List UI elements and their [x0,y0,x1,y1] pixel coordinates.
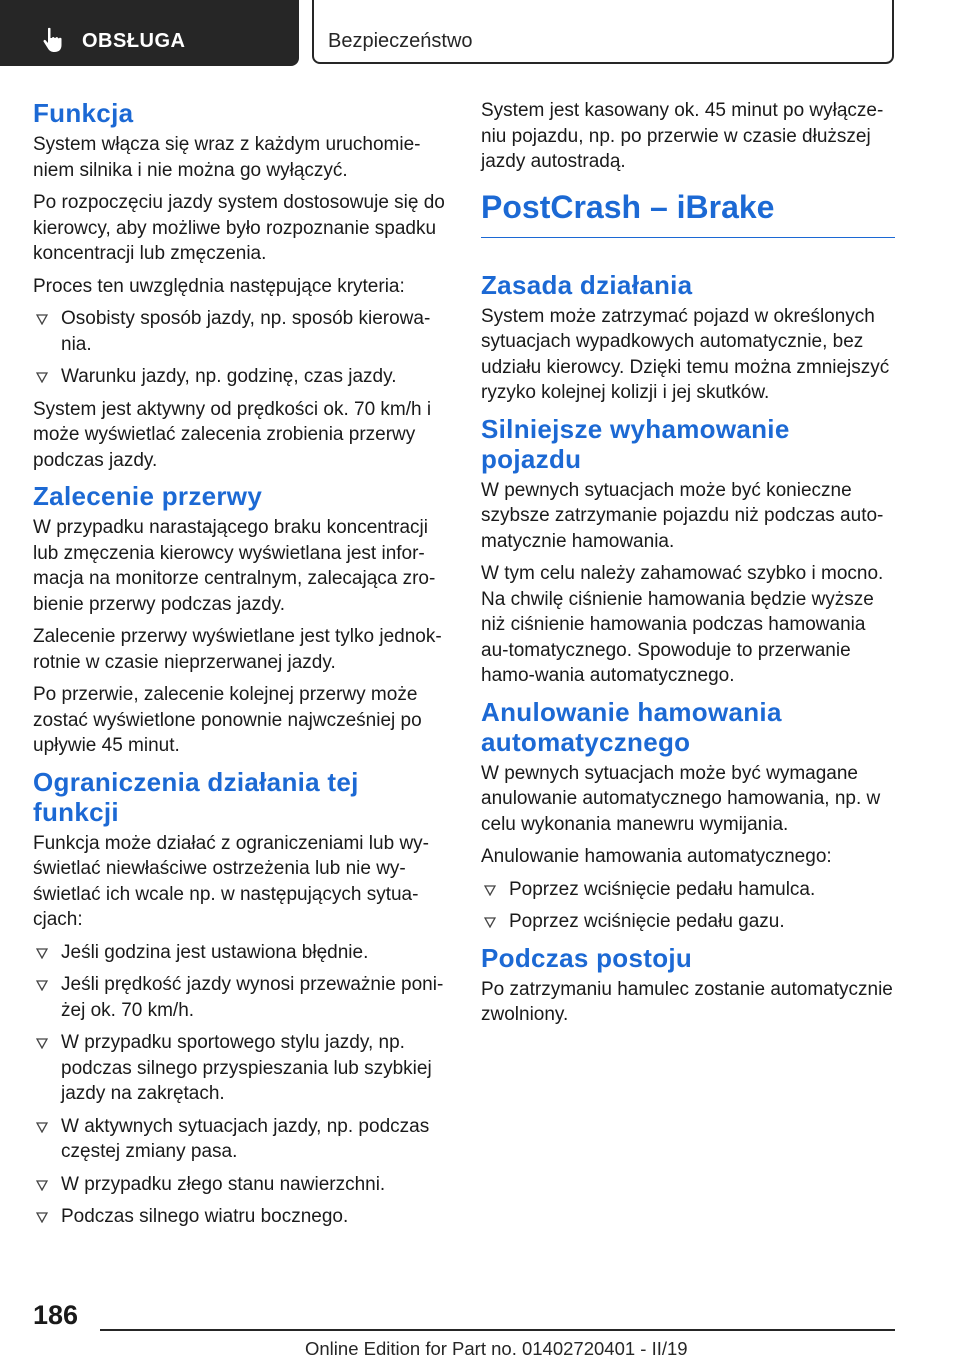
header-chapter-tab [312,0,894,64]
header-section-title: OBSŁUGA [82,30,186,52]
triangle-bullet-icon [36,372,48,383]
paragraph: W pewnych sytuacjach może być konieczne szybsze zatrzymanie pojazdu niż podczas auto-matycznie hamowania. [481,479,884,552]
list-item-text: Jeśli prędkość jazdy wynosi przeważnie poni-żej ok. 70 km/h. [61,974,444,1021]
cancel-list [481,877,895,935]
page-number: 186 [33,1300,79,1330]
list-item [33,1030,447,1107]
paragraph: Proces ten uwzględnia następujące kryteria: [33,275,405,297]
heading-funkcja: Funkcja [33,98,134,128]
triangle-bullet-icon [36,980,48,991]
list-item-text: Jeśli godzina jest ustawiona błędnie. [61,941,369,963]
list-item-text: Poprzez wciśnięcie pedału gazu. [509,911,785,932]
paragraph: W pewnych sytuacjach może być wymagane anulowanie automatycznego hamowania, np. w celu wykonania manewru wymijania. [481,762,881,835]
paragraph: Po rozpoczęciu jazdy system dostosowuje się do kierowcy, aby możliwe było rozpoznanie spadku koncentracji lub zmęczenia. [33,192,445,264]
list-item [33,940,447,966]
heading-silniejsze-wyhamowanie: Silniejsze wyhamowanie pojazdu [481,413,790,474]
triangle-bullet-icon [484,885,496,896]
triangle-bullet-icon [36,948,48,959]
footer-divider [100,1329,895,1331]
triangle-bullet-icon [36,1180,48,1191]
paragraph: System jest aktywny od prędkości ok. 70 km/h i może wyświetlać zalecenia zrobienia przerwy podczas jazdy. [33,398,432,471]
list-item [33,1204,447,1230]
list-item [33,1172,447,1198]
list-item [33,972,447,1023]
triangle-bullet-icon [36,1122,48,1133]
paragraph: W tym celu należy zahamować szybko i mocno. Na chwilę ciśnienie hamowania będzie wyższe niż ciśnienie hamowania podczas hamowania au-tomatycznego. Spowoduje to przerwanie hamo-wania automatycznego. [481,563,884,686]
right-column [481,98,895,1035]
criteria-list [33,306,447,390]
heading-ograniczenia: Ograniczenia działania tej funkcji [33,766,359,827]
list-item-text: Warunku jazdy, np. godzinę, czas jazdy. [61,366,397,387]
heading-podczas-postoju: Podczas postoju [481,942,693,973]
list-item-text: W przypadku sportowego stylu jazdy, np. podczas silnego przyspieszania lub szybkiej jazdy na zakrętach. [61,1032,432,1104]
list-item-text: Poprzez wciśnięcie pedału hamulca. [509,878,816,900]
paragraph: Po zatrzymaniu hamulec zostanie automatycznie zwolniony. [481,978,893,1025]
list-item [481,877,895,903]
hand-pointer-icon [42,27,64,53]
list-item-text: W przypadku złego stanu nawierzchni. [61,1173,386,1195]
list-item-text: W aktywnych sytuacjach jazdy, np. podczas częstej zmiany pasa. [61,1115,430,1162]
paragraph: Po przerwie, zalecenie kolejnej przerwy może zostać wyświetlone ponownie najwcześniej po upływie 45 minut. [33,684,422,756]
list-item [33,364,447,390]
paragraph: System włącza się wraz z każdym uruchomie-niem silnika i nie można go wyłączyć. [33,134,421,181]
list-item [481,909,895,935]
paragraph: W przypadku narastającego braku koncentracji lub zmęczenia kierowcy wyświetlana jest infor-macja na monitorze centralnym, zalecająca zro-bienie przerwy podczas jazdy. [33,517,436,615]
list-item [33,306,447,357]
paragraph: Funkcja może działać z ograniczeniami lub wy-świetlać niewłaściwe ostrzeżenia lub nie wy-świetlać ich wcale np. w następujących sytua-cjach: [33,832,429,930]
heading-zasada-dzialania: Zasada działania [481,269,693,300]
heading-postcrash-ibrake: PostCrash – iBrake [481,189,895,238]
footer-edition: Online Edition for Part no. 01402720401 - II/19 [305,1338,688,1359]
header-section-tab [0,0,299,66]
paragraph: Zalecenie przerwy wyświetlane jest tylko jednok-rotnie w czasie nieprzerwanej jazdy. [33,626,442,673]
paragraph: System jest kasowany ok. 45 minut po wyłącze-niu pojazdu, np. po przerwie w czasie dłuższej jazdy autostradą. [481,100,884,172]
triangle-bullet-icon [36,1038,48,1049]
paragraph: Anulowanie hamowania automatycznego: [481,846,832,867]
triangle-bullet-icon [36,314,48,325]
list-item-text: Osobisty sposób jazdy, np. sposób kierowa-nia. [61,308,431,355]
triangle-bullet-icon [36,1212,48,1223]
list-item-text: Podczas silnego wiatru bocznego. [61,1206,349,1227]
limitations-list [33,940,447,1230]
heading-anulowanie-hamowania: Anulowanie hamowania automatycznego [481,696,782,757]
triangle-bullet-icon [484,917,496,928]
list-item [33,1114,447,1165]
heading-zalecenie-przerwy: Zalecenie przerwy [33,481,263,511]
header-chapter-title: Bezpieczeństwo [328,30,473,52]
left-column [33,98,447,1237]
paragraph: System może zatrzymać pojazd w określonych sytuacjach wypadkowych automatycznie, bez udziału kierowcy. Dzięki temu można zmniejszyć ryzyko kolejnej kolizji i jej skutków. [481,305,890,403]
